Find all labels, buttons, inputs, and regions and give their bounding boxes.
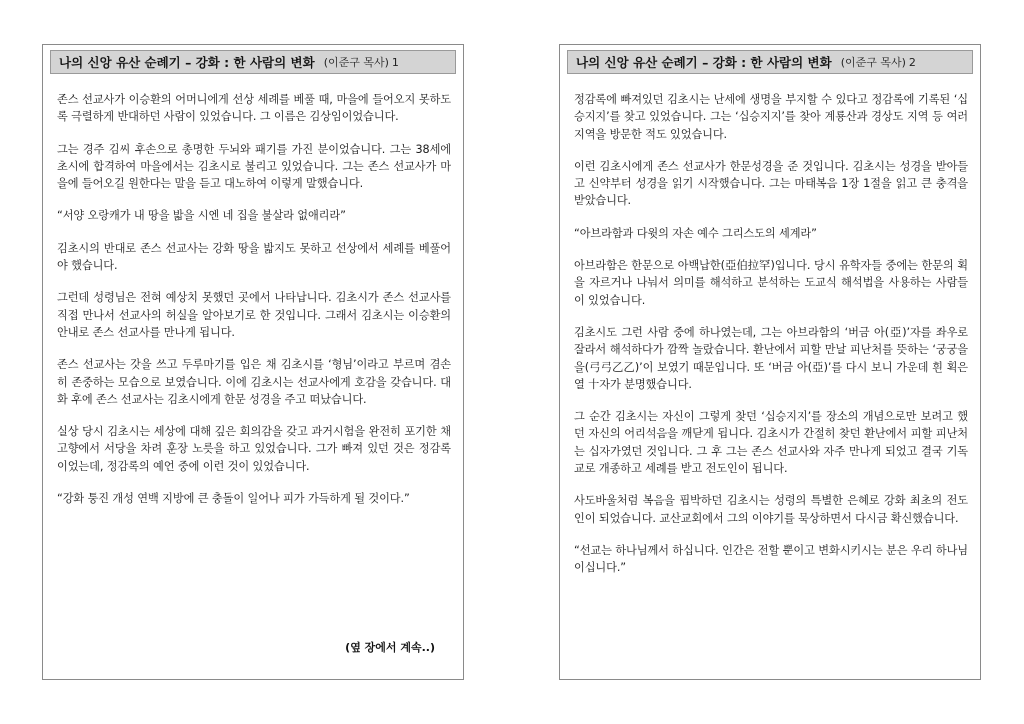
header-author: (이준구 목사)	[840, 56, 906, 69]
page-body	[57, 91, 451, 522]
paragraph: 이런 김초시에게 존스 선교사가 한문성경을 준 것입니다. 김초시는 성경을 받아들고 신약부터 성경을 읽기 시작했습니다. 그는 마태복음 1장 1절을 읽고 큰 충격을 받았습니다.	[574, 159, 968, 208]
page-number: 2	[908, 55, 916, 69]
paragraph: 김초시도 그런 사람 중에 하나였는데, 그는 아브라함의 ‘버금 아(亞)’자를 좌우로 잘라서 해석하다가 깜짝 놀랐습니다. 환난에서 피할 만날 피난처를 뜻하는 ‘궁궁을을(弓弓乙乙)’이 보였기 때문입니다. 또 ‘버금 아(亞)’를 다시 보니 가운데 흰 획은 열 十자가 분명했습니다.	[574, 325, 968, 391]
page-header	[567, 50, 973, 74]
paragraph: “선교는 하나님께서 하십니다. 인간은 전할 뿐이고 변화시키시는 분은 우리 하나님이십니다.”	[574, 543, 968, 575]
paragraph: “서양 오랑캐가 내 땅을 밟을 시엔 네 집을 불살라 없애리라”	[57, 209, 346, 223]
paragraph: 그는 경주 김씨 후손으로 총명한 두뇌와 패기를 가진 분이었습니다. 그는 38세에 초시에 합격하여 마을에서는 김초시로 불리고 있었습니다. 그는 존스 선교사가 마을에 들어오길 원한다는 말을 듣고 대노하여 이렇게 말했습니다.	[57, 142, 451, 191]
paragraph: 존스 선교사가 이승환의 어머니에게 선상 세례를 베풀 때, 마을에 들어오지 못하도록 극렬하게 반대하던 사람이 있었습니다. 그 이름은 김상임이었습니다.	[57, 93, 451, 124]
page-header	[50, 50, 456, 74]
header-author: (이준구 목사)	[323, 56, 389, 69]
page-2	[559, 44, 981, 680]
paragraph: “강화 퉁진 개성 연백 지방에 큰 충돌이 일어나 피가 가득하게 될 것이다.”	[57, 492, 410, 506]
paragraph: 정감록에 빠져있던 김초시는 난세에 생명을 부지할 수 있다고 정감록에 기록된 ‘십승지지’를 찾고 있었습니다. 그는 ‘십승지지’를 찾아 계룡산과 경상도 지역 등 여러 지역을 방문한 적도 있었습니다.	[574, 93, 968, 141]
continued-note: (옆 장에서 계속..)	[345, 641, 435, 654]
paragraph: 그 순간 김초시는 자신이 그렇게 찾던 ‘십승지지’를 장소의 개념으로만 보려고 했던 자신의 어리석음을 깨닫게 됩니다. 김초시가 간절히 찾던 환난에서 피할 피난처는 십자가였던 것입니다. 그 후 그는 존스 선교사와 자주 만나게 되었고 결국 기독교로 개종하고 세례를 받고 전도인이 됩니다.	[574, 410, 968, 476]
paragraph: 존스 선교사는 갓을 쓰고 두루마기를 입은 채 김초시를 ‘형님’이라고 부르며 겸손히 존중하는 모습으로 보였습니다. 이에 김초시는 선교사에게 호감을 갖습니다. 대화 후에 존스 선교사는 김초시에게 한문 성경을 주고 떠났습니다.	[57, 358, 451, 406]
paragraph: 그런데 성령님은 전혀 예상치 못했던 곳에서 나타납니다. 김초시가 존스 선교사를 직접 만나서 선교사의 허실을 알아보기로 한 것입니다. 그래서 김초시는 이승환의 안내로 존스 선교사를 만나게 됩니다.	[57, 291, 451, 339]
header-title: 나의 신앙 유산 순례기 – 강화 : 한 사람의 변화	[59, 55, 315, 70]
page-body	[574, 91, 968, 592]
paragraph: 실상 당시 김초시는 세상에 대해 깊은 회의감을 갖고 과거시험을 완전히 포기한 채 고향에서 서당을 차려 훈장 노릇을 하고 있었습니다. 그가 빠져 있던 것은 정감록이었는데, 정감록의 예언 중에 이런 것이 있었습니다.	[57, 425, 451, 473]
paragraph: 김초시의 반대로 존스 선교사는 강화 땅을 밟지도 못하고 선상에서 세례를 베풀어야 했습니다.	[57, 241, 451, 273]
header-title: 나의 신앙 유산 순례기 – 강화 : 한 사람의 변화	[576, 55, 832, 70]
paragraph: 아브라함은 한문으로 아백납한(亞伯拉罕)입니다. 당시 유학자들 중에는 한문의 획을 자르거나 나눠서 의미를 해석하고 분석하는 도교식 해석법을 사용하는 사람들이 있었습니다.	[574, 259, 968, 307]
page-number: 1	[391, 55, 399, 69]
paragraph: 사도바울처럼 복음을 핍박하던 김초시는 성령의 특별한 은혜로 강화 최초의 전도인이 되었습니다. 교산교회에서 그의 이야기를 묵상하면서 다시금 확신했습니다.	[574, 494, 968, 525]
paragraph: “아브라함과 다윗의 자손 예수 그리스도의 세계라”	[574, 226, 817, 240]
page-1	[42, 44, 464, 680]
